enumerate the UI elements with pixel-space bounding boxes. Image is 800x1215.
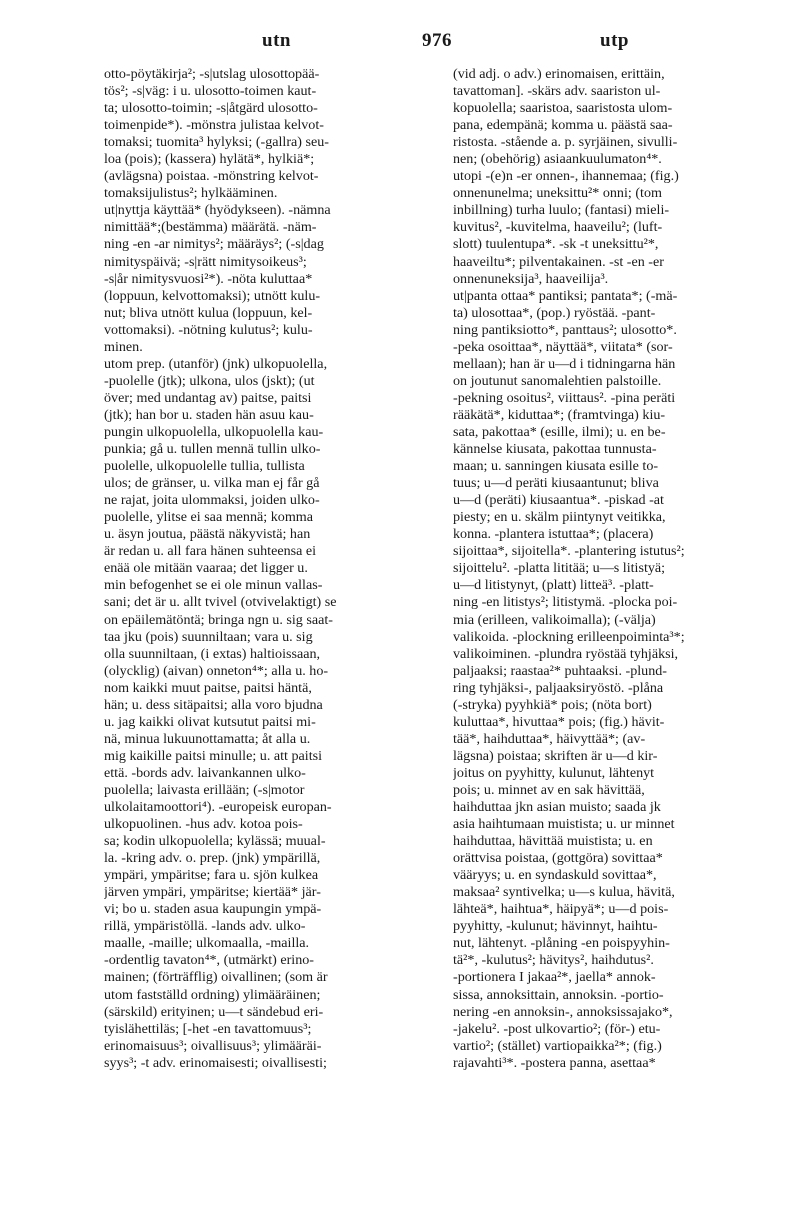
dictionary-line: toimenpide*). -mönstra julistaa kelvot- [104, 117, 324, 134]
dictionary-line: hän; u. dess sitäpaitsi; alla voro bjudna [104, 696, 323, 713]
dictionary-line: kännelse kiusata, pakottaa tunnusta- [453, 441, 657, 458]
dictionary-line: (avlägsna) poistaa. -mönstring kelvot- [104, 168, 319, 185]
dictionary-line: taa jku (pois) suunniltaan; vara u. sig [104, 628, 313, 645]
dictionary-line: onnenunelma; uneksittu²* onni; (tom [453, 185, 662, 202]
left-headword: utn [262, 30, 291, 51]
dictionary-line: valikoiminen. -plundra ryöstää tyhjäksi, [453, 645, 679, 662]
dictionary-line: haihduttaa, hävittää muistista; u. en [453, 833, 653, 850]
dictionary-line: minen. [104, 338, 143, 355]
dictionary-line: nimittää*;(bestämma) määrätä. -näm- [104, 219, 317, 236]
dictionary-line: utopi -(e)n -er onnen-, ihannemaa; (fig.) [453, 168, 679, 185]
dictionary-line: mellaan); han är u—d i tidningarna hän [453, 355, 676, 372]
dictionary-line: -peka osoittaa*, näyttää*, viitata* (sor- [453, 338, 673, 355]
dictionary-line: (olycklig) (aivan) onneton⁴*; alla u. ho- [104, 662, 329, 679]
dictionary-line: nut, lähtenyt. -plåning -en poispyyhin- [453, 935, 670, 952]
dictionary-line: ulos; de gränser, u. vilka man ej får gå [104, 475, 320, 492]
dictionary-line: ne rajat, joita ulommaksi, joiden ulko- [104, 492, 320, 509]
dictionary-line: sata, pakottaa* (esille, ilmi); u. en be- [453, 423, 666, 440]
dictionary-line: erinomaisuus³; oivallisuus³; ylimääräi- [104, 1037, 322, 1054]
dictionary-line: (jtk); han bor u. staden hän asuu kau- [104, 406, 314, 423]
dictionary-line: ristosta. -stående a. p. syrjäinen, sivulli- [453, 134, 678, 151]
dictionary-line: (särskild) erityinen; u—t sändebud eri- [104, 1003, 324, 1020]
dictionary-line: puolelle, ulkopuolelle tullia, tullista [104, 458, 305, 475]
dictionary-line: tä²*, -kulutus²; hävitys², haihdutus². [453, 952, 654, 969]
dictionary-line: haaveiltu*; pilventakainen. -st -en -er [453, 253, 664, 270]
dictionary-line: rääkätä*, kiduttaa*; (framtvinga) kiu- [453, 406, 666, 423]
dictionary-line: (loppuun, kelvottomaksi); utnött kulu- [104, 287, 321, 304]
dictionary-line: nä, minua lukuunottamatta; åt alla u. [104, 730, 311, 747]
dictionary-line: (-stryka) pyyhkiä* pois; (nöta bort) [453, 696, 652, 713]
dictionary-line: ning -en litistys²; litistymä. -plocka poi- [453, 594, 678, 611]
dictionary-line: maan; u. sanningen kiusata esille to- [453, 458, 659, 475]
dictionary-line: sani; det är u. allt tvivel (otvivelaktigt) se [104, 594, 337, 611]
dictionary-line: -jakelu². -post ulkovartio²; (för-) etu- [453, 1020, 661, 1037]
dictionary-line: (vid adj. o adv.) erinomaisen, erittäin, [453, 66, 665, 82]
dictionary-line: tuus; u—d peräti kiusaantunut; bliva [453, 475, 659, 492]
dictionary-line: piesty; en u. skälm piintynyt veitikka, [453, 509, 666, 526]
dictionary-line: pyyhitty, -kulunut; hävinnyt, haihtu- [453, 918, 658, 935]
dictionary-line: ympäri, ympäritse; fara u. sjön kulkea [104, 867, 319, 884]
dictionary-line: puolella; laivasta erillään; (-s|motor [104, 781, 305, 798]
dictionary-line: haihduttaa jkn asian muisto; saada jk [453, 799, 661, 816]
dictionary-line: mig kaikille paitsi minulle; u. att paitsi [104, 747, 323, 764]
dictionary-line: onnenuneksija³, haaveilija³. [453, 270, 609, 287]
dictionary-line: tös²; -s|väg: i u. ulosotto-toimen kaut- [104, 83, 317, 100]
dictionary-line: loa (pois); (kassera) hylätä*, hylkiä*; [104, 151, 315, 168]
dictionary-line: asia haihtumaan muistista; u. ur minnet [453, 816, 675, 833]
dictionary-line: pungin ulkopuolella, ulkopuolella kau- [104, 423, 324, 440]
dictionary-line: sijoittaa*, sijoitella*. -plantering istutus²; [453, 543, 685, 560]
dictionary-line: nom kaikki muut paitse, paitsi häntä, [104, 679, 312, 696]
dictionary-line: ring tyhjäksi-, paljaaksiryöstö. -plåna [453, 679, 664, 696]
dictionary-line: otto-pöytäkirja²; -s|utslag ulosottopää- [104, 66, 320, 82]
dictionary-line: nut; bliva utnött kulua (loppuun, kel- [104, 304, 313, 321]
dictionary-line: u. jag kaikki olivat kutsutut paitsi mi- [104, 713, 316, 730]
dictionary-line: u—d (peräti) kiusaantua*. -piskad -at [453, 492, 664, 509]
dictionary-line: joitus on pyyhitty, kulunut, lähtenyt [453, 764, 655, 781]
dictionary-line: sissa, annoksittain, annoksin. -portio- [453, 986, 664, 1003]
dictionary-line: vääryys; u. en syndaskuld sovittaa*, [453, 867, 657, 884]
dictionary-line: -portionera I jakaa²*, jaella* annok- [453, 969, 656, 986]
dictionary-line: rillä, ympäristöllä. -lands adv. ulko- [104, 918, 306, 935]
dictionary-line: syys³; -t adv. erinomaisesti; oivallisesti; [104, 1054, 327, 1071]
page-number: 976 [422, 30, 452, 51]
dictionary-line: tomaksijulistus²; hylkääminen. [104, 185, 278, 202]
dictionary-line: är redan u. all fara hänen suhteensa ei [104, 543, 317, 560]
dictionary-line: pana, edempänä; komma u. päästä saa- [453, 117, 673, 134]
dictionary-line: u—d litistynyt, (platt) litteä³. -platt- [453, 577, 654, 594]
dictionary-line: tää*, haihduttaa*, häivyttää*; (av- [453, 730, 646, 747]
dictionary-line: nen; (obehörig) asiaankuulumaton⁴*. [453, 151, 662, 168]
dictionary-line: vottomaksi). -nötning kulutus²; kulu- [104, 321, 313, 338]
dictionary-line: min befogenhet se ei ole minun vallas- [104, 577, 323, 594]
dictionary-line: on joutunut sanomalehtien palstoille. [453, 372, 662, 389]
dictionary-line: nering -en annoksin-, annoksissajako*, [453, 1003, 673, 1020]
dictionary-line: vi; bo u. staden asua kaupungin ympä- [104, 901, 322, 918]
dictionary-line: ning -en -ar nimitys²; määräys²; (-s|dag [104, 236, 324, 253]
dictionary-line: u. äsyn joutua, päästä näkyvistä; han [104, 526, 311, 543]
dictionary-line: utom fastställd ordning) ylimääräinen; [104, 986, 321, 1003]
right-column [453, 66, 789, 1072]
dictionary-line: kuvitus², -kuvitelma, haaveilu²; (luft- [453, 219, 663, 236]
dictionary-line: ulkolaitamoottori⁴). -europeisk europan- [104, 799, 332, 816]
dictionary-line: sa; kodin ulkopuolella; kylässä; muual- [104, 833, 326, 850]
dictionary-line: maksaa² syntivelka; u—s kulua, hävitä, [453, 884, 675, 901]
dictionary-line: -puolelle (jtk); ulkona, ulos (jskt); (ut [104, 372, 315, 389]
dictionary-line: ulkopuolinen. -hus adv. kotoa pois- [104, 816, 303, 833]
dictionary-line: kuluttaa*, hivuttaa* pois; (fig.) hävit- [453, 713, 665, 730]
dictionary-line: punkia; gå u. tullen mennä tullin ulko- [104, 441, 321, 458]
dictionary-line: ut|nyttja käyttää* (hyödykseen). -nämna [104, 202, 331, 219]
dictionary-line: kopuolella; saaristoa, saaristosta ulom- [453, 100, 673, 117]
dictionary-line: tomaksi; tuomita³ hylyksi; (-gallra) seu- [104, 134, 329, 151]
dictionary-line: on epäilemätöntä; bringa ngn u. sig saat- [104, 611, 333, 628]
dictionary-line: lähteä*, haihtua*, häipyä*; u—d pois- [453, 901, 669, 918]
dictionary-line: paljaaksi; raastaa²* puhtaaksi. -plund- [453, 662, 667, 679]
dictionary-line: slott) tuulentupa*. -sk -t uneksittu²*, [453, 236, 659, 253]
dictionary-line: inbillning) turha luulo; (fantasi) mieli- [453, 202, 670, 219]
dictionary-line: rajavahti³*. -postera panna, asettaa* [453, 1054, 656, 1071]
dictionary-line: ut|panta ottaa* pantiksi; pantata*; (-mä- [453, 287, 678, 304]
dictionary-line: -ordentlig tavaton⁴*, (utmärkt) erino- [104, 952, 314, 969]
dictionary-line: över; med undantag av) paitse, paitsi [104, 389, 312, 406]
dictionary-line: maalle, -maille; ulkomaalla, -mailla. [104, 935, 310, 952]
dictionary-line: järven ympäri, ympäritse; kiertää* jär- [104, 884, 321, 901]
dictionary-line: la. -kring adv. o. prep. (jnk) ympärillä, [104, 850, 321, 867]
dictionary-line: puolelle, ylitse ei saa mennä; komma [104, 509, 313, 526]
page-header [0, 0, 800, 60]
left-column [104, 66, 438, 1072]
dictionary-line: valikoida. -plockning erilleenpoiminta³*; [453, 628, 685, 645]
dictionary-line: utom prep. (utanför) (jnk) ulkopuolella, [104, 355, 328, 372]
dictionary-line: tyislähettiläs; [-het -en tavattomuus³; [104, 1020, 312, 1037]
dictionary-line: mainen; (förträfflig) oivallinen; (som är [104, 969, 328, 986]
dictionary-line: orättvisa poistaa, (gottgöra) sovittaa* [453, 850, 663, 867]
dictionary-line: ning pantiksiotto*, panttaus²; ulosotto*. [453, 321, 677, 338]
dictionary-line: nimityspäivä; -s|rätt nimitysoikeus³; [104, 253, 307, 270]
dictionary-line: sijoittelu². -platta lititää; u—s litistyä; [453, 560, 666, 577]
dictionary-line: olla suunniltaan, (i extas) haltioissaan, [104, 645, 321, 662]
dictionary-line: -s|år nimitysvuosi²*). -nöta kuluttaa* [104, 270, 313, 287]
dictionary-line: mia (erilleen, valikoimalla); (-välja) [453, 611, 656, 628]
dictionary-line: -pekning osoitus², viittaus². -pina peräti [453, 389, 676, 406]
dictionary-line: että. -bords adv. laivankannen ulko- [104, 764, 306, 781]
dictionary-line: pois; u. minnet av en sak hävittää, [453, 781, 645, 798]
dictionary-line: tavattoman]. -skärs adv. saariston ul- [453, 83, 661, 100]
dictionary-line: konna. -plantera istuttaa*; (placera) [453, 526, 654, 543]
dictionary-line: lägsna) poistaa; skriften är u—d kir- [453, 747, 658, 764]
dictionary-line: vartio²; (stället) vartiopaikka²*; (fig.) [453, 1037, 662, 1054]
dictionary-line: enää ole mitään vaaraa; det ligger u. [104, 560, 308, 577]
right-headword: utp [600, 30, 629, 51]
dictionary-line: ta; ulosotto-toimin; -s|åtgärd ulosotto- [104, 100, 318, 117]
dictionary-line: ta) ulosottaa*, (pop.) ryöstää. -pant- [453, 304, 656, 321]
